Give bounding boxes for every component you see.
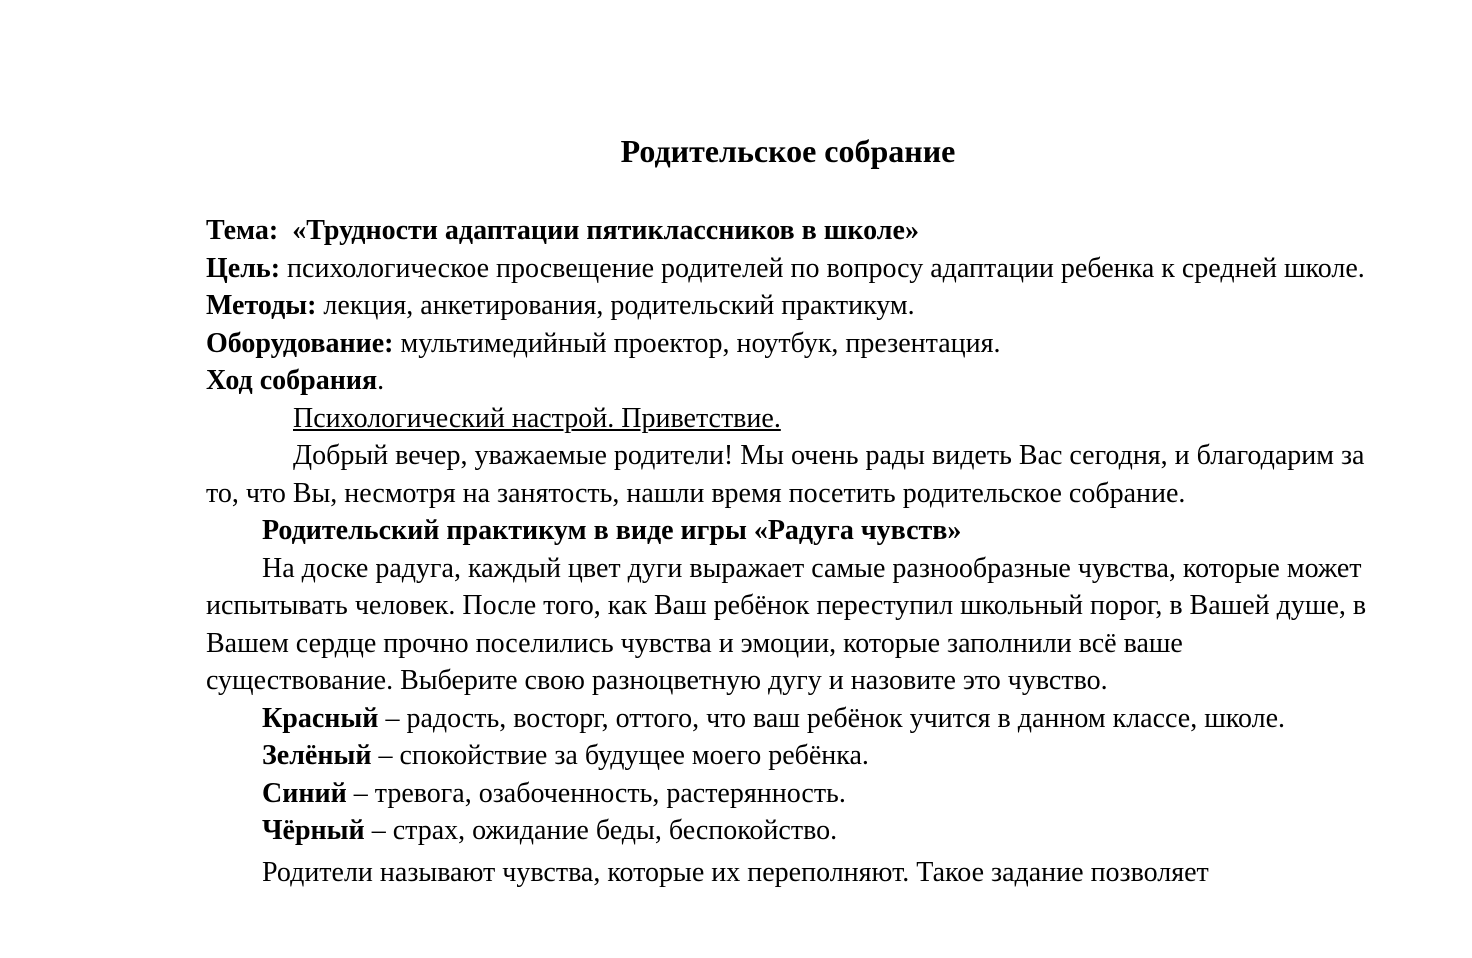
greeting-paragraph: Добрый вечер, уважаемые родители! Мы очень рады видеть Вас сегодня, и благодарим за то, что Вы, несмотря на занятость, нашли время посетить родительское собрание. xyxy=(206,440,1365,509)
metody-line xyxy=(206,287,1376,325)
rainbow-paragraph: На доске радуга, каждый цвет дуги выражает самые разнообразные чувства, которые может испытывать человек. После того, как Ваш ребёнок переступил школьный порог, в Вашей душе, в Вашем сердце прочно поселились чувства и эмоции, которые заполнили всё ваше существование. Выберите свою разноцветную дугу и назовите это чувство. xyxy=(206,552,1367,696)
cel-label: Цель: xyxy=(206,252,281,284)
color-line-blue xyxy=(206,775,1376,813)
color-line-green xyxy=(206,737,1376,775)
hod-sobraniya-period: . xyxy=(377,365,385,396)
color-meaning: – тревога, озабоченность, растерянность. xyxy=(346,777,846,809)
oborudovanie-label: Оборудование: xyxy=(206,327,394,359)
document-body xyxy=(206,212,1376,891)
metody-label: Методы: xyxy=(206,290,317,321)
tema-value: «Трудности адаптации пятиклассников в школе» xyxy=(292,215,919,246)
color-name: Синий xyxy=(262,777,347,809)
practicum-heading: Родительский практикум в виде игры «Радуга чувств» xyxy=(262,515,962,546)
metody-value: лекция, анкетирования, родительский практикум. xyxy=(323,290,915,321)
nastroy-heading: Психологический настрой. Приветствие. xyxy=(293,402,781,434)
color-meaning: – страх, ожидание беды, беспокойство. xyxy=(364,815,838,846)
final-paragraph: Родители называют чувства, которые их переполняют. Такое задание позволяет xyxy=(262,856,1209,888)
oborudovanie-value: мультимедийный проектор, ноутбук, презентация. xyxy=(400,327,1001,359)
color-meaning: – радость, восторг, оттого, что ваш ребёнок учится в данном классе, школе. xyxy=(378,702,1285,734)
cel-line xyxy=(206,250,1376,288)
color-line-black xyxy=(206,812,1376,850)
tema-line xyxy=(206,212,1376,250)
color-meaning: – спокойствие за будущее моего ребёнка. xyxy=(371,740,869,771)
oborudovanie-line xyxy=(206,325,1376,363)
nastroy-line xyxy=(206,400,1376,438)
color-name: Красный xyxy=(262,702,379,734)
cel-value: психологическое просвещение родителей по вопросу адаптации ребенка к средней школе. xyxy=(287,252,1365,284)
hod-sobraniya-label: Ход собрания xyxy=(206,365,378,396)
color-line-red xyxy=(206,700,1376,738)
color-name: Зелёный xyxy=(262,740,372,771)
tema-label: Тема: xyxy=(206,215,279,246)
document-title: Родительское собрание xyxy=(620,133,956,169)
hod-sobraniya-line xyxy=(206,362,1376,400)
color-name: Чёрный xyxy=(262,815,365,846)
